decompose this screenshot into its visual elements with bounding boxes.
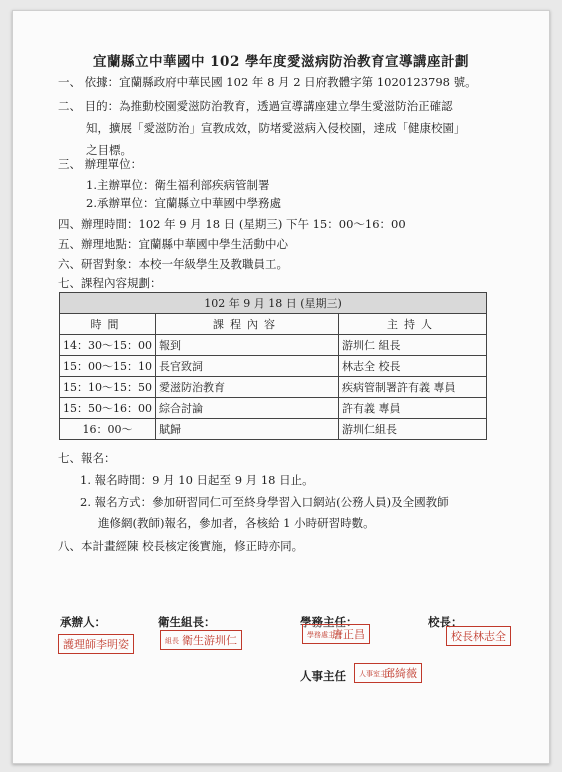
row-item: 綜合討論 — [156, 398, 339, 419]
registration-time: 1. 報名時間：9 月 10 日起至 9 月 18 日止。 — [80, 473, 314, 487]
personnel-director-label: 人事主任 — [300, 669, 346, 683]
section-course-plan: 七、課程內容規劃： — [58, 276, 162, 290]
health-leader-label: 衛生組長： — [158, 615, 216, 629]
schedule-table — [59, 292, 487, 440]
personnel-stamp-name: 邱綺薇 — [384, 667, 417, 680]
row-host: 游圳仁 組長 — [339, 335, 487, 356]
section-units: 三、 辦理單位： — [58, 157, 143, 171]
row-item: 長官致詞 — [156, 356, 339, 377]
row-time: 14：30～15：00 — [60, 335, 156, 356]
section-purpose-cont: 知，擴展「愛滋防治」宣教成效，防堵愛滋病入侵校園，達成「健康校園」 — [86, 121, 466, 135]
section-registration: 七、報名： — [58, 451, 116, 465]
section-approval: 八、本計畫經陳 校長核定後實施，修正時亦同。 — [58, 539, 304, 553]
academic-director-label: 學務主任： — [300, 615, 358, 629]
registration-method-cont: 進修網(教師)報名，參加者，各核給 1 小時研習時數。 — [98, 516, 375, 530]
table-row — [60, 419, 487, 440]
academic-stamp-name: 唐正昌 — [332, 628, 365, 641]
row-time: 15：10～15：50 — [60, 377, 156, 398]
principal-stamp: 校長林志全 — [446, 626, 511, 646]
health-stamp-name: 衛生游圳仁 — [182, 634, 237, 647]
section-basis: 一、 依據：宜蘭縣政府中華民國 102 年 8 月 2 日府教體字第 1020123798 號。 — [58, 75, 477, 89]
schedule-date: 102 年 9 月 18 日 (星期三) — [60, 293, 487, 314]
row-host: 許有義 專員 — [339, 398, 487, 419]
personnel-stamp-small: 人事室主任 — [359, 670, 394, 678]
organizer-stamp: 護理師李明姿 — [58, 634, 134, 654]
document-title: 宜蘭縣立中華國中 102 學年度愛滋病防治教育宣導講座計劃 — [92, 54, 470, 70]
academic-stamp-small: 學務處主任 — [307, 631, 342, 639]
row-time: 15：00～15：10 — [60, 356, 156, 377]
unit-host: 1.主辦單位：衛生福利部疾病管制署 — [86, 178, 270, 192]
row-item: 報到 — [156, 335, 339, 356]
health-leader-stamp — [160, 630, 242, 650]
section-audience: 六、研習對象：本校一年級學生及教職員工。 — [58, 257, 288, 271]
table-row — [60, 335, 487, 356]
organizer-label: 承辦人： — [60, 615, 106, 629]
row-time: 15：50～16：00 — [60, 398, 156, 419]
table-row — [60, 398, 487, 419]
section-location: 五、辦理地點：宜蘭縣中華國中學生活動中心 — [58, 237, 288, 251]
row-host: 游圳仁組長 — [339, 419, 487, 440]
header-host: 主持人 — [339, 314, 487, 335]
section-purpose: 二、 目的：為推動校園愛滋防治教育，透過宣導講座建立學生愛滋防治正確認 — [58, 99, 453, 113]
section-purpose-end: 之目標。 — [86, 143, 132, 157]
header-content: 課程內容 — [156, 314, 339, 335]
header-time: 時間 — [60, 314, 156, 335]
personnel-director-stamp — [354, 663, 422, 683]
table-row — [60, 377, 487, 398]
row-item: 賦歸 — [156, 419, 339, 440]
registration-method: 2. 報名方式：參加研習同仁可至終身學習入口網站(公務人員)及全國教師 — [80, 495, 449, 509]
health-stamp-small: 組長 — [165, 637, 179, 645]
unit-organizer: 2.承辦單位：宜蘭縣立中華國中學務處 — [86, 196, 281, 210]
row-time: 16：00～ — [60, 419, 156, 440]
table-row — [60, 356, 487, 377]
row-host: 林志全 校長 — [339, 356, 487, 377]
principal-label: 校長： — [428, 615, 463, 629]
row-item: 愛滋防治教育 — [156, 377, 339, 398]
row-host: 疾病管制署許有義 專員 — [339, 377, 487, 398]
section-time: 四、辦理時間：102 年 9 月 18 日 (星期三) 下午 15：00～16：00 — [58, 217, 406, 231]
academic-director-stamp — [302, 624, 370, 644]
